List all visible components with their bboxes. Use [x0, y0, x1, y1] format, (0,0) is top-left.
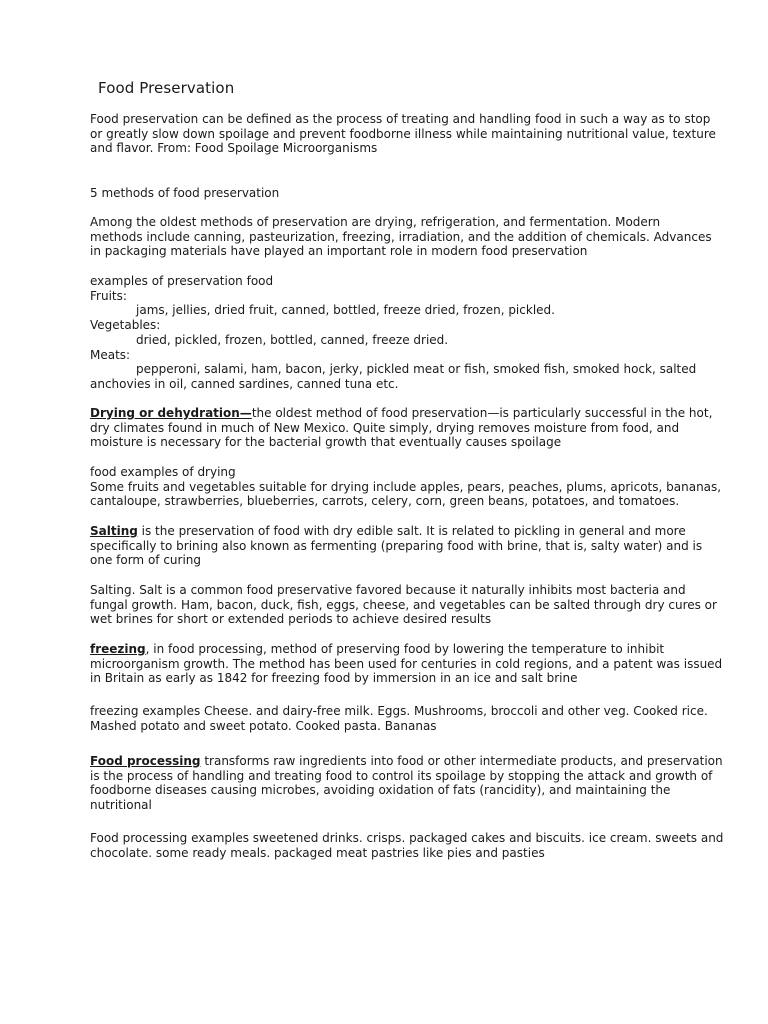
text-line: chocolate. some ready meals. packaged meat pastries like pies and pasties	[90, 845, 545, 860]
freezing-paragraph	[90, 642, 723, 686]
text-line: wet brines for short or extended periods to achieve desired results	[90, 612, 492, 627]
processing-examples-paragraph	[90, 831, 724, 860]
text-line: Among the oldest methods of preservation are drying, refrigeration, and fermentation. Modern	[90, 215, 661, 229]
processing-term: Food processing	[90, 754, 201, 768]
drying-text: the oldest method of food preservation—is particularly successful in the hot,	[251, 406, 713, 420]
drying-examples-paragraph	[90, 465, 722, 509]
processing-paragraph	[90, 754, 723, 813]
text-line: is the process of handling and treating food to control its spoilage by stopping the attack and growth of	[90, 768, 713, 783]
text-line: foodborne diseases causing microbes, avoiding oxidation of fats (rancidity), and maintaining the	[90, 783, 671, 798]
text-line	[90, 754, 723, 769]
text-line	[90, 642, 690, 657]
drying-term: Drying or dehydration—	[90, 406, 252, 420]
text-line: microorganism growth. The method has been used for centuries in cold regions, and a patent was issued	[90, 656, 723, 671]
text-line: Food preservation can be defined as the process of treating and handling food in such a way as to stop	[90, 112, 711, 126]
text-line: in Britain as early as 1842 for freezing food by immersion in an ice and salt brine	[90, 671, 578, 686]
fruits-list: jams, jellies, dried fruit, canned, bottled, freeze dried, frozen, pickled.	[136, 303, 555, 318]
text-line: cantaloupe, strawberries, blueberries, carrots, celery, corn, green beans, potatoes, and tomatoes.	[90, 494, 680, 509]
text-line: nutritional	[90, 798, 152, 813]
meats-label: Meats:	[90, 347, 131, 362]
salting-text: is the preservation of food with dry edible salt. It is related to pickling in general and more	[137, 524, 686, 538]
text-line: specifically to brining also known as fermenting (preparing food with brine, that is, salty water) and is	[90, 538, 703, 553]
text-line: methods include canning, pasteurization, freezing, irradiation, and the addition of chemicals. Advances	[90, 229, 712, 244]
text-line: and flavor. From: Food Spoilage Microorganisms	[90, 141, 378, 156]
text-line: one form of curing	[90, 553, 202, 568]
drying-paragraph	[90, 406, 713, 450]
text-line: food examples of drying	[90, 465, 236, 479]
examples-heading: examples of preservation food	[90, 274, 274, 288]
text-line: freezing examples Cheese. and dairy-free milk. Eggs. Mushrooms, broccoli and other veg. Cooked rice.	[90, 704, 708, 718]
definition-paragraph	[90, 112, 716, 156]
freezing-examples-paragraph	[90, 704, 708, 733]
methods-paragraph	[90, 215, 712, 259]
text-line: moisture is necessary for the bacterial growth that eventually causes spoilage	[90, 435, 562, 450]
salting-paragraph	[90, 524, 703, 568]
text-line: dry climates found in much of New Mexico. Quite simply, drying removes moisture from food, and	[90, 420, 680, 435]
meats-list: pepperoni, salami, ham, bacon, jerky, pickled meat or fish, smoked fish, smoked hock, salted	[136, 362, 697, 377]
text-line: Some fruits and vegetables suitable for drying include apples, pears, peaches, plums, apricots, bananas,	[90, 479, 722, 494]
text-line: 5 methods of food preservation	[90, 186, 280, 200]
fruits-label: Fruits:	[90, 288, 127, 303]
freezing-term: freezing	[90, 642, 146, 656]
text-line: or greatly slow down spoilage and prevent foodborne illness while maintaining nutritional value, texture	[90, 126, 716, 141]
methods-heading	[90, 186, 690, 201]
vegetables-label: Vegetables:	[90, 318, 161, 333]
text-line: Salting. Salt is a common food preservative favored because it naturally inhibits most bacteria and	[90, 583, 686, 597]
text-line	[90, 524, 690, 539]
text-line: in packaging materials have played an important role in modern food preservation	[90, 244, 588, 259]
preservation-examples	[90, 274, 697, 392]
freezing-text: , in food processing, method of preserving food by lowering the temperature to inhibit	[145, 642, 665, 656]
text-line: fungal growth. Ham, bacon, duck, fish, eggs, cheese, and vegetables can be salted through dry cures or	[90, 597, 717, 612]
document-title: Food Preservation	[98, 79, 235, 97]
meats-list-continued: anchovies in oil, canned sardines, canned tuna etc.	[90, 376, 399, 391]
vegetables-list: dried, pickled, frozen, bottled, canned, freeze dried.	[136, 332, 449, 347]
text-line	[90, 406, 713, 421]
processing-text: transforms raw ingredients into food or other intermediate products, and preservation	[200, 754, 723, 768]
text-line: Mashed potato and sweet potato. Cooked pasta. Bananas	[90, 718, 437, 733]
text-line: Food processing examples sweetened drinks. crisps. packaged cakes and biscuits. ice cream. sweets and	[90, 831, 724, 845]
salt-paragraph	[90, 583, 717, 627]
salting-term: Salting	[90, 524, 138, 538]
